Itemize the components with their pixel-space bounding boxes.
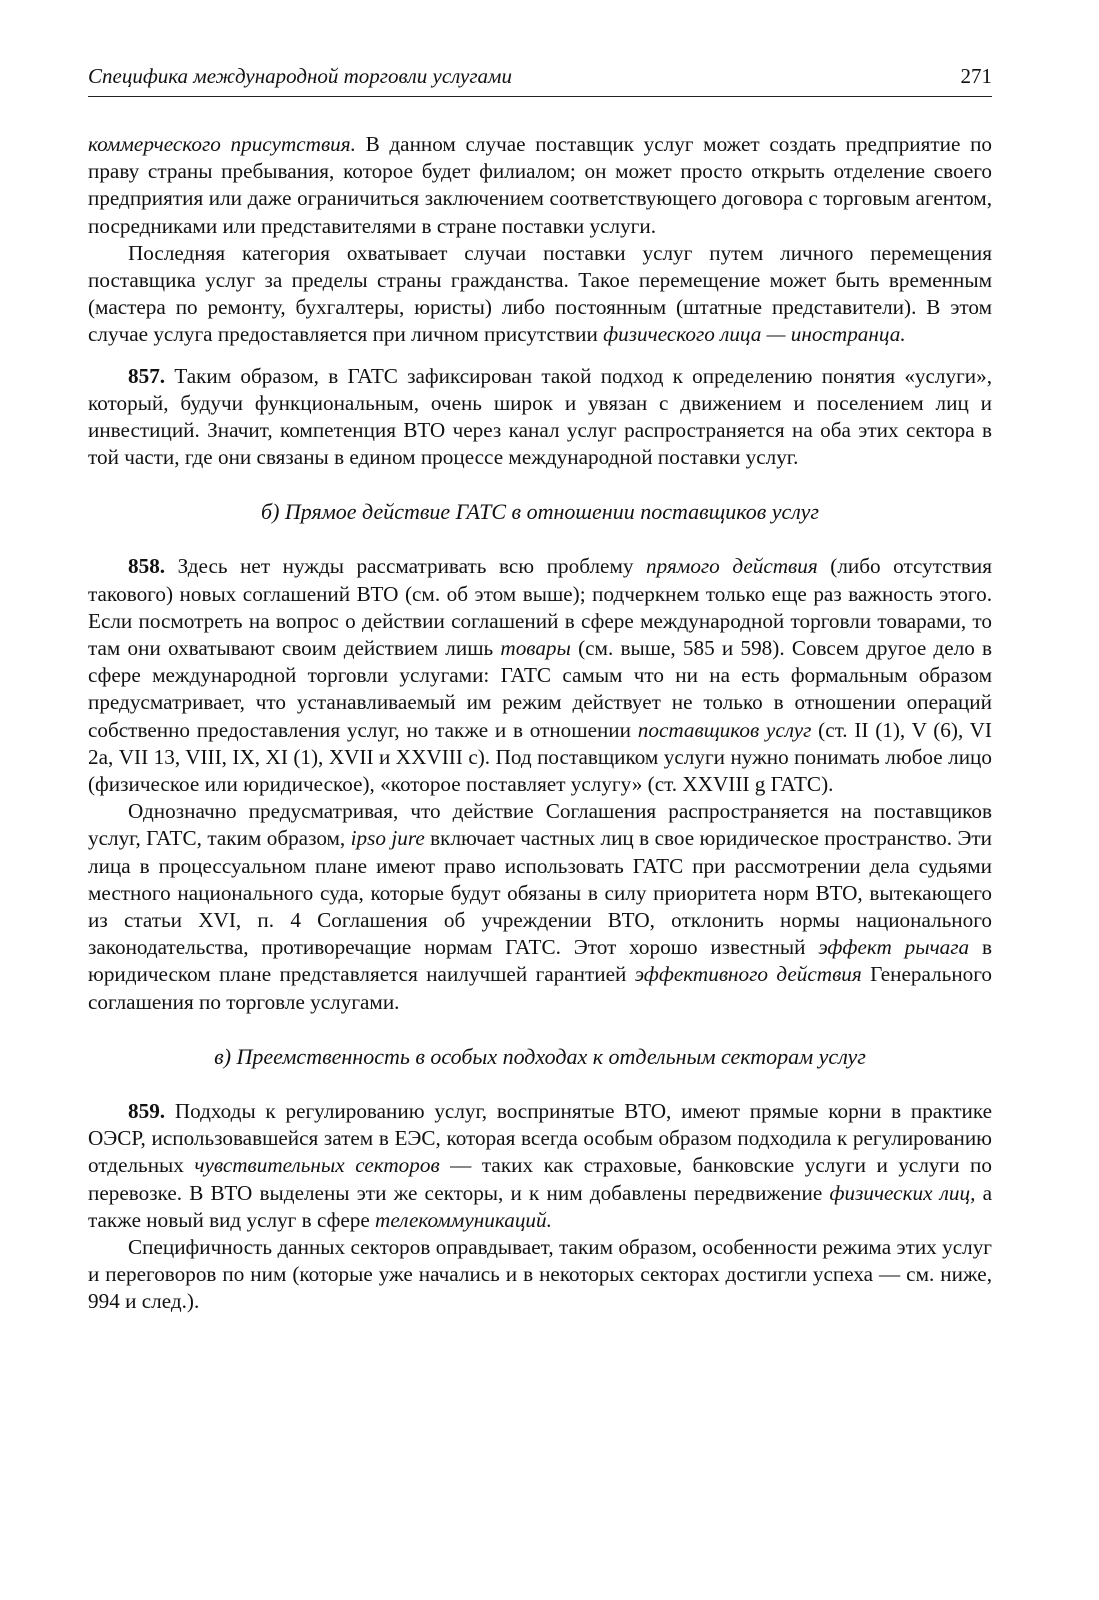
paragraph-859 [88,1098,992,1234]
header-title: Специфика международной торговли услугами [88,63,512,88]
paragraph-text: включает частных лиц в свое юридическое пространство. Эти лица в процессуальном плане имеют право использовать ГАТС при рассмотрении дела судьями местного национального суда, которые будут обязаны в силу приоритета норм ВТО, вытекающего из статьи XVI, п. 4 Соглашения об учреждении ВТО, отклонить нормы национального законодательства, противоречащие нормам ГАТС. Этот хорошо известный [88,826,993,960]
running-header [88,58,992,97]
italic-term: ipso jure [350,826,425,851]
page-number: 271 [960,63,992,88]
paragraph-text: (см. выше, 585 и 598). Совсем другое дело в сфере международной торговли услугами: ГАТС самым что ни на есть формальным образом предусматривает, что устанавливаемый им режим действует не только в отношении операций собственно предоставления услуг, но также и в отношении [88,636,993,742]
italic-term: поставщиков услуг [637,717,812,742]
paragraph-text: (либо отсутствия такового) новых соглашений ВТО (см. об этом выше); подчеркнем только еще раз важность этого. Если посмотреть на вопрос о действии соглашений в сфере международной торговли товарами, то там они охватывают своим действием лишь [88,554,993,661]
paragraph-text: Последняя категория охватывает случаи поставки услуг путем личного перемещения поставщика услуг за пределы страны гражданства. Такое перемещение может быть временным (мастера по ремонту, бухгалтеры, юристы) либо постоянным (штатные представители). В этом случае услуга предоставляется при личном присутствии [88,240,992,347]
paragraph-857 [88,363,992,472]
paragraph [88,1234,992,1316]
paragraph-continuation [88,131,992,240]
document-page [88,58,992,1316]
italic-term: физического лица — иностранца. [603,322,906,347]
page-body [88,131,992,1316]
paragraph-text: Специфичность данных секторов оправдывает, таким образом, особенности режима этих услуг и переговоров по ним (которые уже начались и в некоторых секторах достигли успеха — см. ниже, 994 и след.). [88,1234,992,1314]
italic-term: телекоммуникаций. [375,1207,552,1232]
italic-term: прямого действия [646,554,818,579]
paragraph-text: Подходы к регулированию услуг, воспринятые ВТО, имеют прямые корни в практике ОЭСР, использовавшейся затем в ЕЭС, которая всегда особым образом подходила к регулированию отдельных [88,1098,992,1178]
paragraph [88,240,992,349]
paragraph-text: в юридическом плане представляется наилучшей гарантией [88,935,992,987]
paragraph-number: 858. [128,554,166,579]
italic-term: эффективного действия [634,962,862,987]
paragraph-number: 859. [128,1098,166,1123]
paragraph [88,798,992,1016]
italic-term: коммерческого присутствия. [88,132,356,156]
paragraph-text: Таким образом, в ГАТС зафиксирован такой подход к определению понятия «услуги», который, будучи функциональным, очень широк и увязан с движением и поселением лиц и инвестиций. Значит, компетенция ВТО через канал услуг распространяется на оба этих сектора в той части, где они связаны в едином процессе международной поставки услуг. [88,363,992,470]
italic-term: эффект рычага [818,935,970,960]
italic-term: товары [500,636,571,661]
italic-term: физических лиц, [829,1180,976,1205]
paragraph-text: Однозначно предусматривая, что действие Соглашения распространяется на поставщиков услуг, ГАТС, таким образом, [88,799,992,851]
paragraph-text: — таких как страховые, банковские услуги и услуги по перевозке. В ВТО выделены эти же секторы, и к ним добавлены передвижение [88,1153,992,1205]
section-heading-v: в) Преемственность в особых подходах к отдельным секторам услуг [214,1043,866,1069]
paragraph-text: Генерального соглашения по торговле услугами. [88,962,993,1014]
paragraph-text: Здесь нет нужды рассматривать всю проблему [165,554,647,579]
paragraph-text: а также новый вид услуг в сфере [88,1180,993,1232]
italic-term: чувствительных секторов [194,1153,440,1178]
paragraph-858 [88,553,992,798]
paragraph-text: (ст. II (1), V (6), VI 2а, VII 13, VIII, IX, XI (1), XVII и XXVIII с). Под поставщиком услуги нужно понимать любое лицо (физическое или юридическое), «которое поставляет услугу» (ст. XXVIII g ГАТС). [88,717,992,797]
paragraph-number: 857. [128,363,166,388]
section-heading-b: б) Прямое действие ГАТС в отношении поставщиков услуг [261,499,819,525]
paragraph-text: В данном случае поставщик услуг может создать предприятие по праву страны пребывания, которое будет филиалом; он может просто открыть отделение своего предприятия или даже ограничиться заключением соответствующего договора с торговым агентом, посредниками или представителями в стране поставки услуги. [88,132,992,238]
